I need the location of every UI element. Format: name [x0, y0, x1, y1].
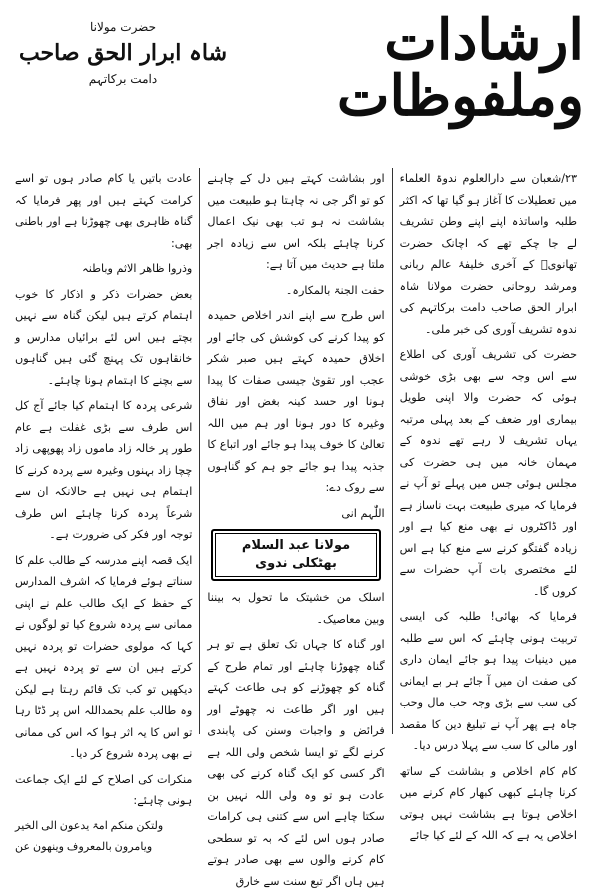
column-right: [393, 168, 584, 842]
masthead-title: ارشادات وملفوظات: [336, 7, 584, 129]
author-honorific: حضرت مولانا: [89, 20, 157, 34]
author-credit-box: مولانا عبد السلام بھٹکلی ندوی: [211, 529, 380, 581]
page-header: [0, 0, 590, 145]
author-byline: [18, 20, 228, 86]
quote: اللّٰہم انی: [341, 506, 385, 520]
paragraph: منکرات کی اصلاح کے لئے ایک جماعت ہونی چاہئے:: [15, 772, 193, 807]
paragraph: اور بشاشت کہتے ہیں دل کے چاہنے کو تو اگر جی نہ چاہتا ہو طبیعت میں بشاشت نہ ہو تب بھی نیک اعمال کرنا چاہئے بلکہ اس سے زیادہ اجر ملتا ہے حدیث میں آتا ہے:: [207, 172, 385, 271]
column-left: [8, 168, 199, 853]
quote: حفت الجنۃ بالمکارہ۔: [285, 283, 385, 297]
paragraph: کام کام اخلاص و بشاشت کے ساتھ کرنا چاہئے کبھی کبھار کام کرنے میں اخلاص ہوتا ہے بشاشت نہیں ہوتی اخلاص یہ ہے کہ اللہ کے لئے کیا جائے: [399, 764, 577, 842]
quote-transliteration: ولتکن منکم امۃ یدعون الی الخیر ویامرون بالمعروف وینھون عن: [15, 819, 164, 853]
paragraph: ۲۳/شعبان سے دارالعلوم ندوۃ العلماء میں تعطیلات کا آغاز ہو گیا تھا کہ اکثر طلبہ واساتذہ اپنے اپنے وطن تشریف لے جا چکے تھے کہ اچانک حضرت تھانویؒ کے آخری خلیفۂ عالم ربانی ومرشد روحانی حضرت مولانا شاہ ابرار الحق صاحب دامت برکاتہم کی ندوہ تشریف آوری کی خبر ملی۔: [399, 172, 577, 336]
column-middle: [200, 168, 391, 888]
paragraph: اس طرح سے اپنے اندر اخلاص حمیدہ کو پیدا کرنے کی کوشش کی جائے اور اخلاق حمیدہ کہتے ہیں صبر شکر عجب اور تقویٰ جیسی صفات کا پیدا ہونا اور حسد کینہ بغض اور نفاق وغیرہ کا دور ہونا اور ہم میں اللہ تعالیٰ کا خوف پیدا ہو جائے اور اتباع کا جذبہ پیدا ہو جائے جو ہم کو گناہوں سے روک دے:: [207, 309, 385, 494]
paragraph: فرمایا کہ بھائی! طلبہ کی ایسی تربیت ہونی چاہئے کہ اس سے طلبہ میں دینیات پیدا ہو جائے ایمان داری کی صفت ان میں آ جائے ہر بے ایمانی کی سب سے بڑی وجہ حب مال وحب جاہ ہے پھر آپ نے تبلیغ دین کا مقصد اور مالی کا سب سے پہلا درس دیا۔: [399, 610, 577, 752]
paragraph: اور گناہ کا جہاں تک تعلق ہے تو ہر گناہ چھوڑنا چاہئے اور تمام طرح کے گناہ کو چھوڑنے کو ہی طاعت کہتے ہیں اور اگر طاعت نہ چھوٹے اور فرائض و واجبات وسنن کی پابندی کرنے لگے تو ایسا شخص ولی اللہ ہے اگر کسی کو ایک گناہ کرنے کی بھی عادت ہو تو وہ ولی اللہ نہیں بن سکتا چاہے اس سے کتنی ہی کرامات صادر ہوں اس لئے کہ بہ تو سطحی کام کرنے والوں سے بھی صادر ہوتے ہیں ہاں اگر تبع سنت سے خارق: [207, 638, 385, 888]
quote: اسلک من خشیتک ما تحول بہ بیننا وبین معاصیک۔: [207, 591, 385, 626]
paragraph: حضرت کی تشریف آوری کی اطلاع سے اس وجہ سے بھی بڑی خوشی ہوئی کہ حضرت والا اپنی طویل بیماری اور ضعف کے بعد پہلی مرتبہ یہاں تشریف لا رہے تھے ندوہ کے مہمان خانہ میں ہی حضرت کی مجلس ہوئی جس میں پہلے تو آپ نے فرمایا کہ میری طبیعت بہت ناساز ہے اور ڈاکٹروں نے بھی منع کیا ہے اور زیادہ گفتگو کرنے سے منع کیا ہے اس لئے مختصری بات آپ حضرات سے کروں گا۔: [399, 348, 577, 598]
paragraph: بعض حضرات ذکر و اذکار کا خوب اہتمام کرتے ہیں لیکن گناہ سے نہیں بچتے ہیں اس لئے برائیاں مدارس و خانقاہوں تک پہنچ گئی ہیں گناہوں سے بچنے کا اہتمام ہونا چاہئے۔: [15, 287, 193, 387]
author-prayer: دامت برکاتہم: [88, 72, 158, 86]
article-columns: [8, 168, 584, 888]
paragraph: عادت باتیں یا کام صادر ہوں تو اسے کرامت کہتے ہیں اور پھر فرمایا کہ گناہ ظاہری بھی چھوڑنا ہے اور باطنی بھی:: [15, 172, 193, 250]
author-name: شاہ ابرار الحق صاحب: [18, 40, 228, 66]
paragraph: ایک قصہ اپنے مدرسہ کے طالب علم کا سناتے ہوئے فرمایا کہ اشرف المدارس کے حفظ کے ایک طالب علم نے اپنی ممانی سے پردہ شروع کیا تو لوگوں نے کہا کہ مولوی حضرات تو پردہ نہیں کرتے ہیں ان سے تو پردہ نہیں ہے دیکھیں تو کب تک قائم رہتا ہے لیکن وہ طالب علم بحمداللہ اس پر ڈٹا رہا تو اس کا یہ اثر ہوا کہ اس کی ممانی نے بھی پردہ شروع کر دیا۔: [15, 553, 193, 760]
paragraph: شرعی پردہ کا اہتمام کیا جائے آج کل اس طرف سے بڑی غفلت ہے عام طور پر خالہ زاد ماموں زاد پھوپھی زاد چچا زاد بہنوں وغیرہ سے پردہ کرنے کا اہتمام ہی نہیں ہے حالانکہ ان سے شرعاً پردہ کرنا چاہئے اس طرف توجہ اور فکر کی ضرورت ہے۔: [15, 399, 193, 541]
quote: وذروا ظاھر الاثم وباطنہ: [82, 262, 193, 275]
